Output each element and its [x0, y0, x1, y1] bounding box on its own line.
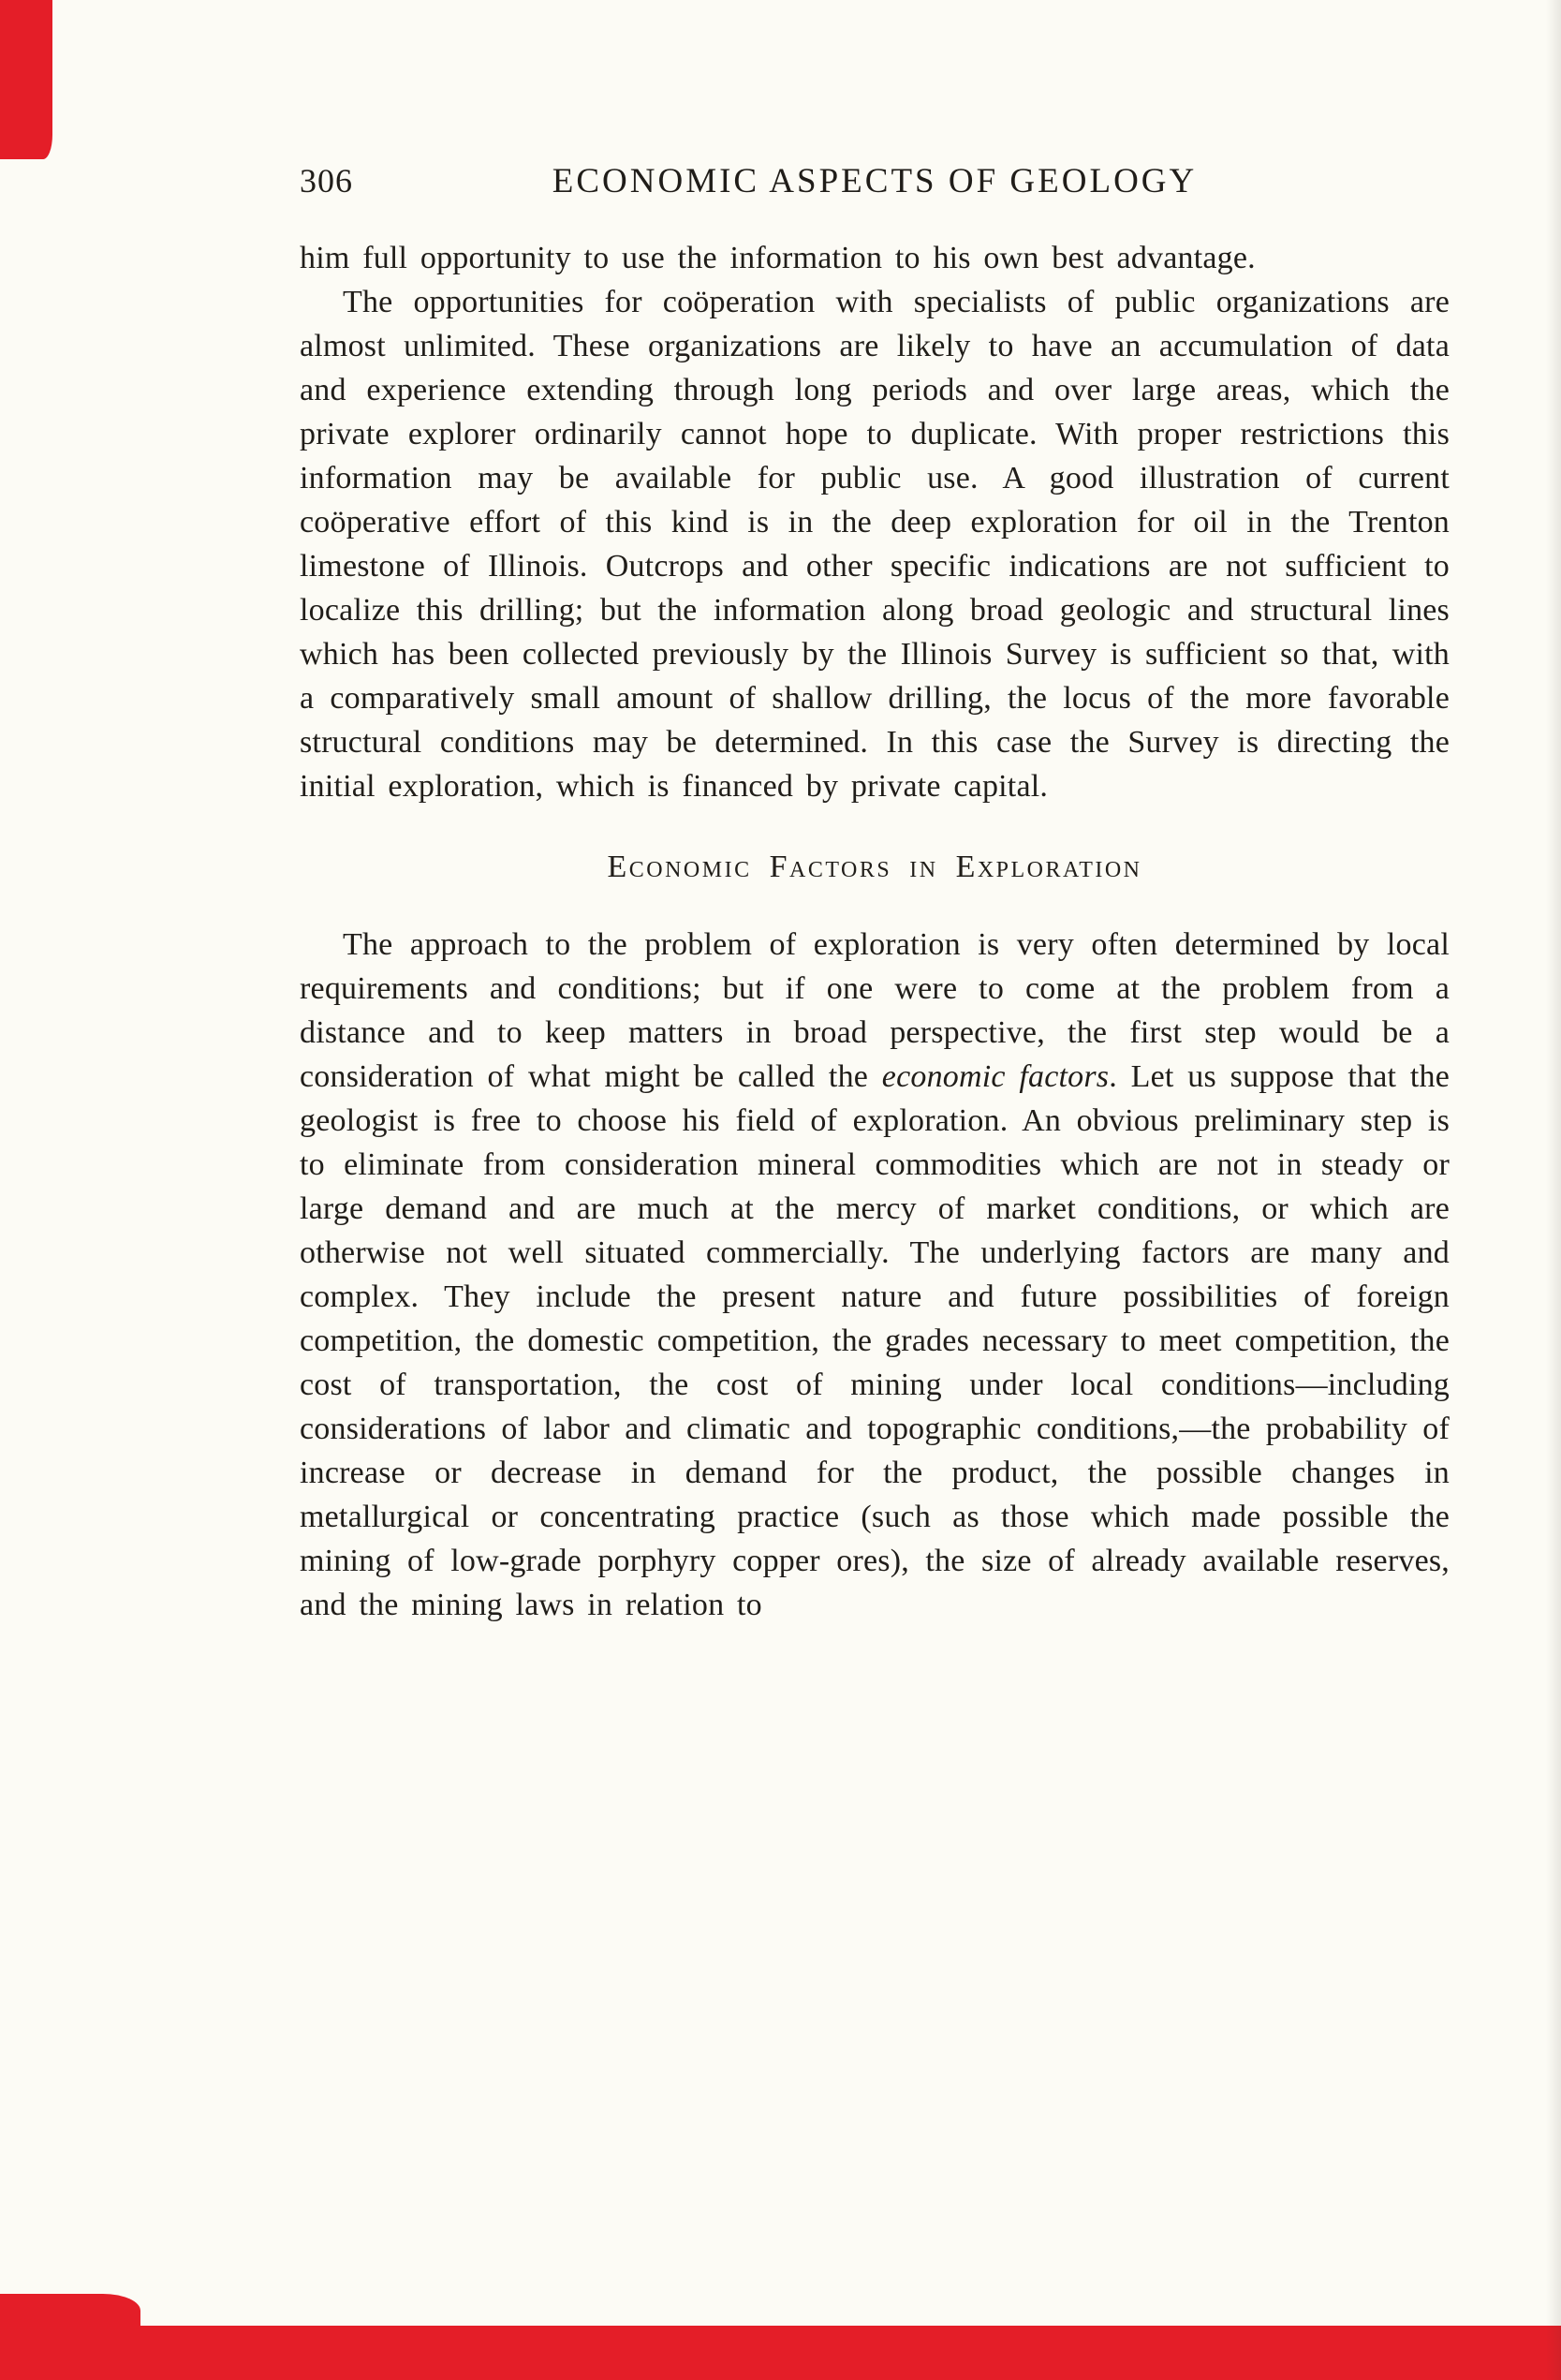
running-title: ECONOMIC ASPECTS OF GEOLOGY	[552, 162, 1198, 200]
text-run: him full opportunity to use the information to his own best advantage.	[300, 241, 1256, 275]
scan-artifact-bottom-left	[0, 2294, 140, 2380]
paragraph	[300, 280, 1450, 808]
text-run: The approach to the problem of exploration is very often determined by local requirements and conditions; but if one were to come at the problem from a distance and to keep matters in broad perspective, the first step would be a consideration of what might be called the	[300, 927, 1450, 1094]
page-header	[300, 161, 1450, 210]
text-run: . Let us suppose that the geologist is free to choose his field of exploration. An obvious preliminary step is to eliminate from consideration mineral commodities which are not in steady or large demand and are much at the mercy of market conditions, or which are otherwise not well situated commercially. The underlying factors are many and complex. They include the present nature and future possibilities of foreign competition, the domestic competition, the grades necessary to meet competition, the cost of transportation, the cost of mining under local conditions—including considerations of labor and climatic and topographic conditions,—the probability of increase or decrease in demand for the product, the possible changes in metallurgical or concentrating practice (such as those which made possible the mining of low-grade porphyry copper ores), the size of already available reserves, and the mining laws in relation to	[300, 1059, 1450, 1622]
paragraph	[300, 236, 1450, 280]
page-content	[300, 161, 1450, 1627]
page-body	[300, 236, 1450, 1627]
scan-artifact-bottom	[0, 2326, 1561, 2380]
page-number: 306	[300, 162, 353, 200]
italic-text-run: economic factors	[881, 1059, 1110, 1094]
section-heading: Economic Factors in Exploration	[607, 850, 1142, 884]
scan-artifact-top-left	[0, 0, 52, 159]
paragraph	[300, 923, 1450, 1627]
text-run: The opportunities for coöperation with specialists of public organizations are almost unlimited. These organizations are likely to have an accumulation of data and experience extending through long periods and over large areas, which the private explorer ordinarily cannot hope to duplicate. With proper restrictions this information may be available for public use. A good illustration of current coöperative effort of this kind is in the deep exploration for oil in the Trenton limestone of Illinois. Outcrops and other specific indications are not sufficient to localize this drilling; but the information along broad geologic and structural lines which has been collected previously by the Illinois Survey is sufficient so that, with a comparatively small amount of shallow drilling, the locus of the more favorable structural conditions may be determined. In this case the Survey is directing the initial exploration, which is financed by private capital.	[300, 285, 1450, 804]
